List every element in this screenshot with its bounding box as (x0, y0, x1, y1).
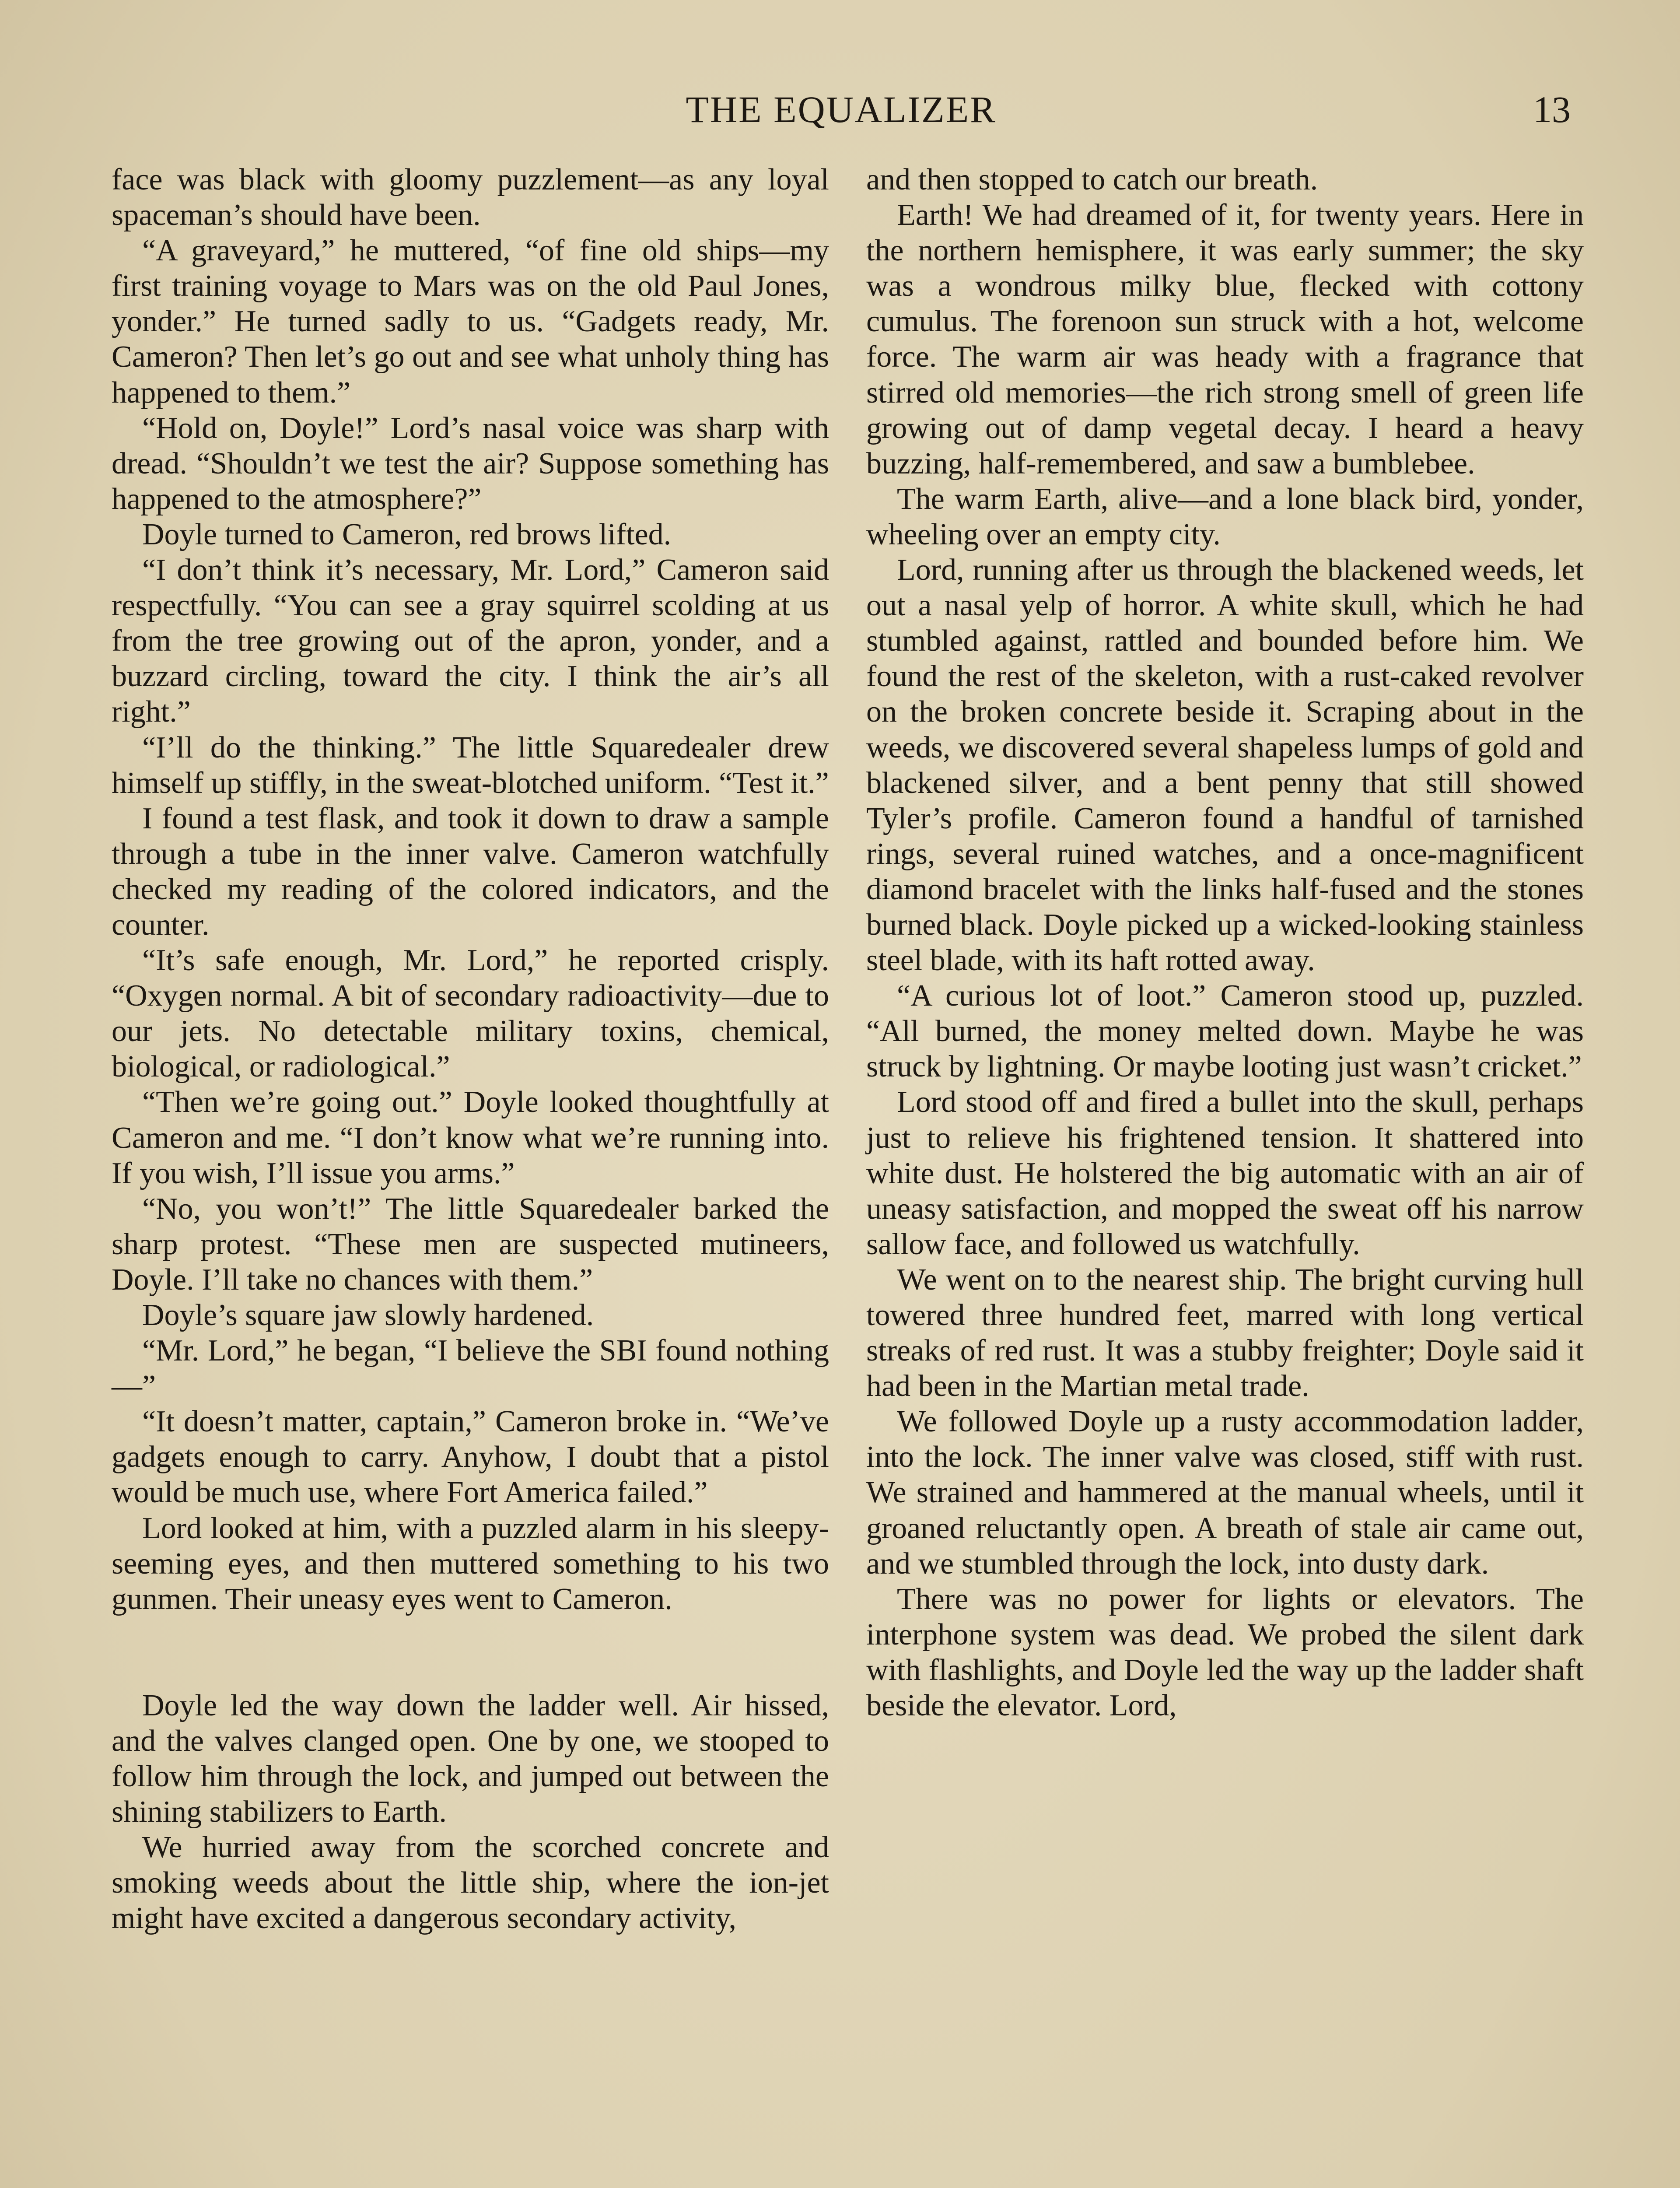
paragraph: “It’s safe enough, Mr. Lord,” he reported crisply. “Oxygen normal. A bit of secondary radioactivity—due to our jets. No detectable military toxins, chemical, biological, or radiological.” (112, 943, 829, 1084)
paragraph: We hurried away from the scorched concrete and smoking weeds about the little ship, where the ion-jet might have excited a dangerous secondary activity, (112, 1830, 829, 1936)
page-number: 13 (1533, 88, 1571, 130)
left-column (112, 162, 829, 1936)
paragraph: “I don’t think it’s necessary, Mr. Lord,” Cameron said respectfully. “You can see a gray squirrel scolding at us from the tree growing out of the apron, yonder, and a buzzard circling, toward the city. I think the air’s all right.” (112, 553, 829, 729)
paragraph: We followed Doyle up a rusty accommodation ladder, into the lock. The inner valve was closed, stiff with rust. We strained and hammered at the manual wheels, until it groaned reluctantly open. A breath of stale air came out, and we stumbled through the lock, into dusty dark. (866, 1405, 1584, 1581)
paragraph: “Hold on, Doyle!” Lord’s nasal voice was sharp with dread. “Shouldn’t we test the air? Suppose something has happened to the atmosphere?” (112, 411, 829, 516)
paragraph: The warm Earth, alive—and a lone black bird, yonder, wheeling over an empty city. (866, 482, 1584, 551)
paragraph-text: “A graveyard,” he muttered, “of fine old ships—my first training voyage to Mars was on the old Paul Jones, yonder.” He turned sadly to us. “Gadgets ready, Mr. Cameron? Then let’s go out and see what unholy thing has happened to them.” (112, 234, 829, 410)
paragraph: “Then we’re going out.” Doyle looked thoughtfully at Cameron and me. “I don’t know what we’re running into. If you wish, I’ll issue you arms.” (112, 1085, 829, 1190)
paragraph: Earth! We had dreamed of it, for twenty years. Here in the northern hemisphere, it was early summer; the sky was a wondrous milky blue, flecked with cottony cumulus. The forenoon sun struck with a hot, welcome force. The warm air was heady with a fragrance that stirred old memories—the rich strong smell of green life growing out of damp vegetal decay. I heard a heavy buzzing, half-remembered, and saw a bumblebee. (866, 198, 1584, 480)
paragraph: Lord, running after us through the blackened weeds, let out a nasal yelp of horror. A white skull, which he had stumbled against, rattled and bounded before him. We found the rest of the skeleton, with a rust-caked revolver on the broken concrete beside it. Scraping about in the weeds, we discovered several shapeless lumps of gold and blackened silver, and a bent penny that still showed Tyler’s profile. Cameron found a handful of tarnished rings, several ruined watches, and a once-magnificent diamond bracelet with the links half-fused and the stones burned black. Doyle picked up a wicked-looking stainless steel blade, with its haft rotted away. (866, 553, 1584, 978)
paragraph: I found a test flask, and took it down to draw a sample through a tube in the inner valve. Cameron watchfully checked my reading of the colored indicators, and the counter. (112, 801, 829, 942)
paragraph: Lord looked at him, with a puzzled alarm in his sleepy-seeming eyes, and then muttered something to his two gunmen. Their uneasy eyes went to Cameron. (112, 1511, 829, 1616)
paragraph: We went on to the nearest ship. The bright curving hull towered three hundred feet, marred with long vertical streaks of red rust. It was a stubby freighter; Doyle said it had been in the Martian metal trade. (866, 1262, 1584, 1403)
right-column (866, 162, 1584, 1723)
paragraph: Doyle’s square jaw slowly hardened. (142, 1298, 594, 1332)
paragraph: “It doesn’t matter, captain,” Cameron broke in. “We’ve gadgets enough to carry. Anyhow, I doubt that a pistol would be much use, where Fort America failed.” (112, 1405, 829, 1510)
paragraph: “Mr. Lord,” he began, “I believe the SBI found nothing—” (112, 1334, 829, 1403)
paragraph: There was no power for lights or elevators. The interphone system was dead. We probed the silent dark with flashlights, and Doyle led the way up the ladder shaft beside the elevator. Lord, (866, 1582, 1584, 1723)
paragraph: “No, you won’t!” The little Squaredealer barked the sharp protest. “These men are suspected mutineers, Doyle. I’ll take no chances with them.” (112, 1192, 829, 1297)
paragraph: “I’ll do the thinking.” The little Squaredealer drew himself up stiffly, in the sweat-blotched uniform. “Test it.” (112, 730, 829, 800)
paragraph: Doyle led the way down the ladder well. Air hissed, and the valves clanged open. One by one, we stooped to follow him through the lock, and jumped out between the shining stabilizers to Earth. (112, 1688, 829, 1829)
paragraph: face was black with gloomy puzzlement—as any loyal spaceman’s should have been. (112, 163, 829, 232)
paragraph: and then stopped to catch our breath. (866, 163, 1318, 196)
paragraph: “A curious lot of loot.” Cameron stood up, puzzled. “All burned, the money melted down. Maybe he was struck by lightning. Or maybe looting just wasn’t cricket.” (866, 979, 1584, 1084)
page-header (112, 85, 1571, 133)
paragraph: Doyle turned to Cameron, red brows lifted. (142, 517, 672, 551)
running-head: THE EQUALIZER (686, 88, 997, 130)
paragraph (112, 233, 829, 410)
paragraph: Lord stood off and fired a bullet into the skull, perhaps just to relieve his frightened tension. It shattered into white dust. He holstered the big automatic with an air of uneasy satisfaction, and mopped the sweat off his narrow sallow face, and followed us watchfully. (866, 1085, 1584, 1261)
